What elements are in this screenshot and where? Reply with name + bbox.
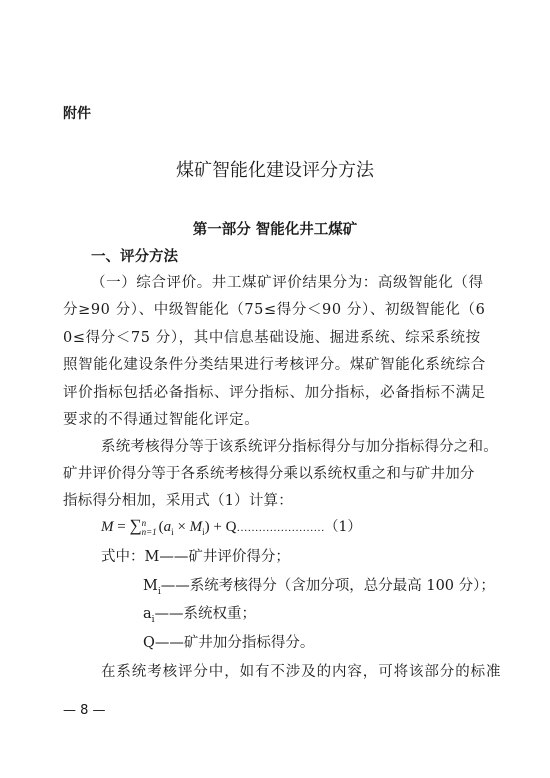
definition-mi: $M_i——$系统考核得分（含加分项，总分最高 100 分）；	[143, 578, 495, 597]
paragraph-line: （一）综合评价。井工煤矿评价结果分为：高级智能化（得	[91, 275, 484, 291]
paragraph-line: 分≥90 分）、中级智能化（75≤得分＜90 分）、初级智能化（6	[63, 302, 486, 318]
paragraph-line: 评价指标包括必备指标、评分指标、加分指标，必备指标不满足	[63, 385, 486, 401]
page-number: — 8 —	[63, 703, 106, 718]
paragraph-line: 系统考核得分等于该系统评分指标得分与加分指标得分之和。	[101, 439, 498, 455]
paragraph-line: 0≤得分＜75 分），其中信息基础设施、掘进系统、综采系统按	[63, 330, 481, 346]
formula: M = ∑ n n=1 $(a_i \times M_i)$ + Q……………………（1）	[101, 516, 362, 537]
section-heading: 一、评分方法	[91, 249, 178, 265]
definition-m: 式中：M——矿井评价得分；	[101, 549, 290, 565]
paragraph-line: 指标得分相加，采用式（1）计算：	[63, 493, 293, 509]
part-heading: 第一部分 智能化井工煤矿	[192, 222, 358, 238]
paragraph-line: 矿井评价得分等于各系统考核得分乘以系统权重之和与矿井加分	[63, 466, 475, 482]
definition-ai: $a_i——$系统权重；	[143, 606, 257, 625]
paragraph-line: 要求的不得通过智能化评定。	[63, 412, 260, 428]
formula-number: （1）	[324, 519, 362, 535]
paragraph-not-applicable: 在系统考核评分中，如有不涉及的内容，可将该部分的标准	[101, 664, 502, 680]
definition-q: Q——矿井加分指标得分。	[143, 635, 315, 651]
attachment-label: 附件	[63, 106, 91, 122]
paragraph-line: 照智能化建设条件分类结果进行考核评分。煤矿智能化系统综合	[63, 357, 486, 373]
document-title: 煤矿智能化建设评分方法	[176, 160, 374, 181]
